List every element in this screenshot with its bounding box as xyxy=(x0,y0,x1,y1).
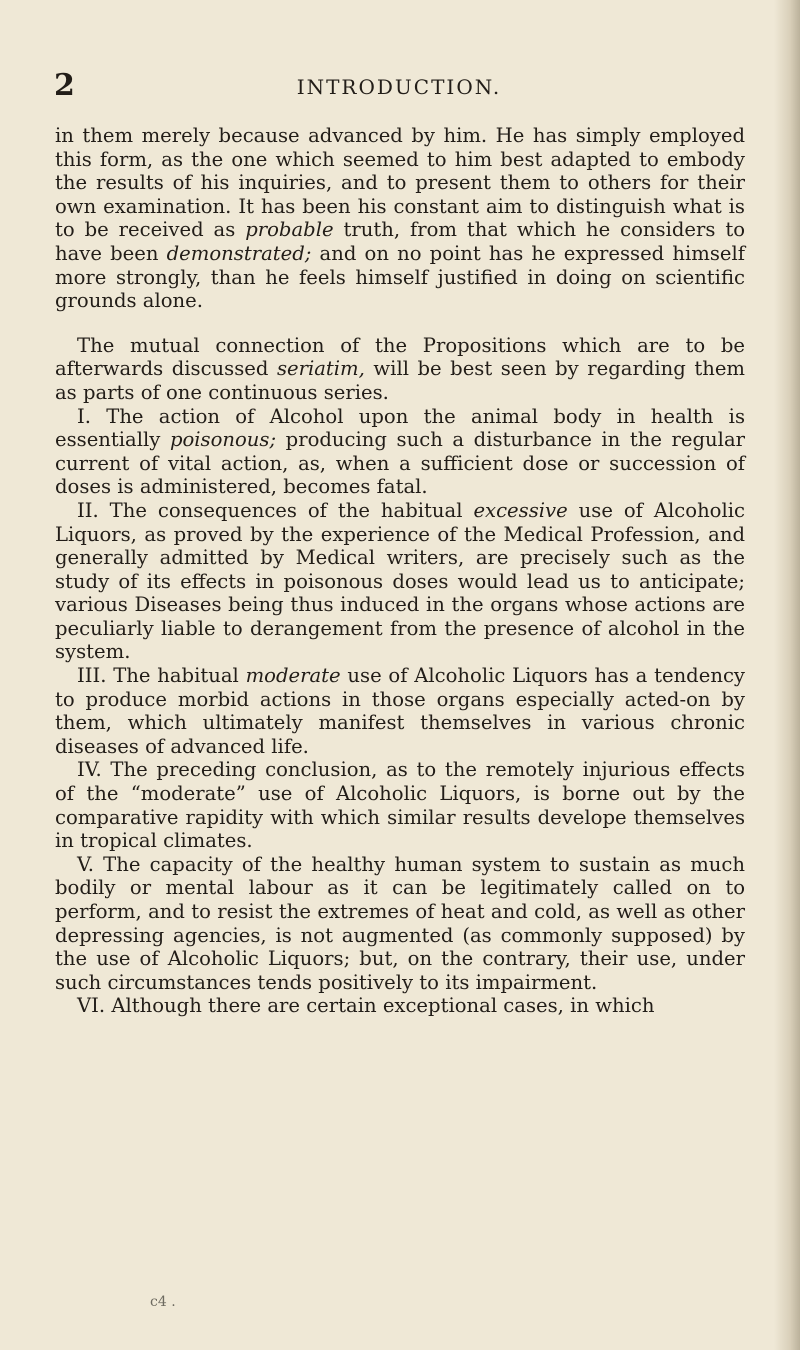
emphasis-excessive: excessive xyxy=(473,498,568,522)
emphasis-probable: probable xyxy=(245,218,334,242)
signature-mark: c4 . xyxy=(150,1294,176,1310)
body-text xyxy=(55,124,745,1018)
page-header xyxy=(54,66,744,106)
proposition-i: I. The action of Alcohol upon the animal body in health is essentially poisonous; producing such a disturbance in the regular current of vital action, as, when a sufficient dose or succession of doses is administered, becomes fatal. xyxy=(55,404,745,499)
emphasis-demonstrated: demonstrated; xyxy=(166,241,312,265)
intro-paragraph-1: in them merely because advanced by him. He has simply employed this form, as the one which seemed to him best adapted to embody the results of his inquiries, and to present them to others for their own examination. It has been his constant aim to distinguish what is to be received as probable truth, from that which he considers to have been demonstrated; and on no point has he expressed himself more strongly, than he feels himself justified in doing on scientific grounds alone. xyxy=(55,124,745,313)
emphasis-seriatim: seriatim, xyxy=(276,357,365,381)
running-head: INTRODUCTION. xyxy=(296,75,502,99)
proposition-ii: II. The consequences of the habitual excessive use of Alcoholic Liquors, as proved by the experience of the Medical Profession, and generally admitted by Medical writers, are precisely such as the study of its effects in poisonous doses would lead us to anticipate; various Diseases being thus induced in the organs whose actions are peculiarly liable to derangement from the presence of alcohol in the system. xyxy=(55,498,745,664)
proposition-vi: VI. Although there are certain exceptional cases, in which xyxy=(77,994,655,1018)
page-number: 2 xyxy=(54,68,75,103)
page-edge-shadow xyxy=(774,0,800,1350)
emphasis-moderate: moderate xyxy=(245,664,341,688)
proposition-iii: III. The habitual moderate use of Alcoholic Liquors has a tendency to produce morbid actions in those organs especially acted-on by them, which ultimately manifest themselves in various chronic diseases of advanced life. xyxy=(55,664,745,758)
proposition-iv: IV. The preceding conclusion, as to the remotely injurious effects of the “moderate” use of Alcoholic Liquors, is borne out by the comparative rapidity with which similar results develope themselves in tropical climates. xyxy=(55,758,745,853)
emphasis-poisonous: poisonous; xyxy=(169,428,277,452)
proposition-v: V. The capacity of the healthy human system to sustain as much bodily or mental labour as it can be legitimately called on to perform, and to resist the extremes of heat and cold, as well as other depressing agencies, is not augmented (as commonly supposed) by the use of Alcoholic Liquors; but, on the contrary, their use, under such circumstances tends positively to its impairment. xyxy=(55,852,745,994)
intro-paragraph-2: The mutual connection of the Propositions which are to be afterwards discussed seriatim, will be best seen by regarding them as parts of one continuous series. xyxy=(55,333,745,404)
